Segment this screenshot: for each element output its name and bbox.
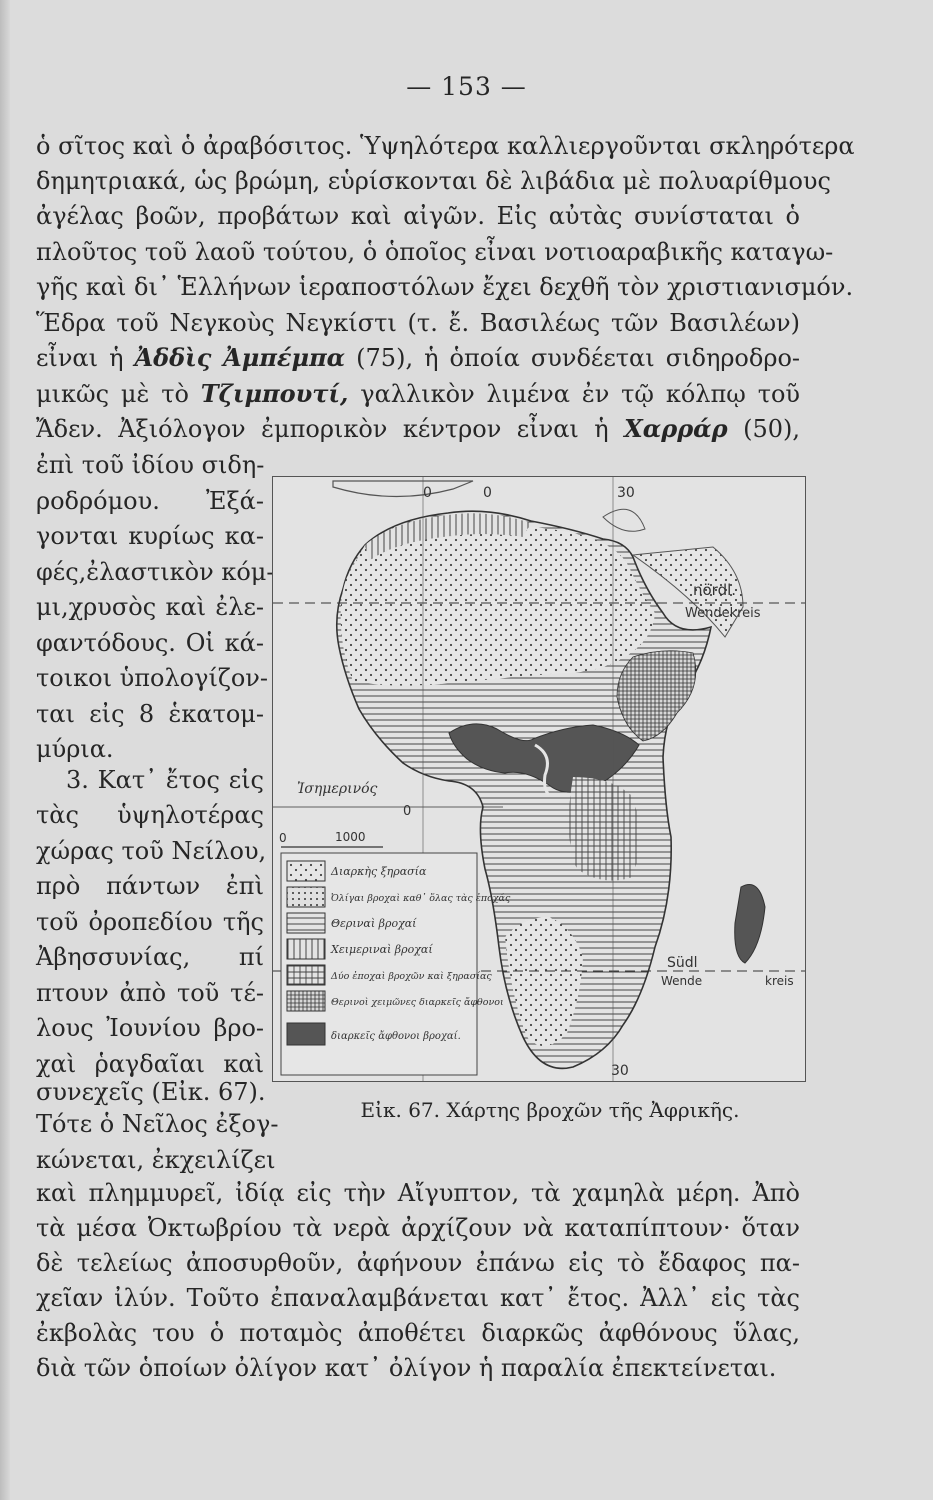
legend-swatch bbox=[287, 1023, 325, 1045]
text-line bbox=[36, 414, 800, 444]
legend-swatch bbox=[287, 913, 325, 933]
legend-label: Ὀλίγαι βροχαὶ καθ᾽ ὅλας τὰς ἐποχάς bbox=[331, 893, 511, 904]
text-line: πλοῦτος τοῦ λαοῦ τούτου, ὁ ὁποῖος εἶναι νοτιοαραβικῆς καταγω- bbox=[36, 238, 834, 266]
text-line: διὰ τῶν ὁποίων ὀλίγον κατ᾽ ὀλίγον ἡ παραλία ἐπεκτείνεται. bbox=[36, 1354, 777, 1382]
legend-label: Θερινοὶ χειμῶνες διαρκεῖς ἄφθονοι bbox=[331, 997, 504, 1008]
text-span: Ἄδεν. Ἀξιόλογον ἐμπορικὸν κέντρον εἶναι ἡ bbox=[36, 415, 625, 443]
africa-rainfall-map bbox=[268, 476, 808, 1094]
legend-label: Διαρκὴς ξηρασία bbox=[331, 865, 427, 878]
text-line: τοικοι ὑπολογίζον- bbox=[36, 664, 269, 692]
label-30-bottom: 30 bbox=[611, 1063, 629, 1079]
text-line: Ἕδρα τοῦ Νεγκοὺς Νεγκίστι (τ. ἔ. Βασιλέως τῶν Βασιλέων) bbox=[36, 309, 800, 337]
text-line: πτουν ἀπὸ τοῦ τέ- bbox=[36, 979, 264, 1007]
label-nordl: nördl. bbox=[693, 581, 737, 599]
text-line: ἐπὶ τοῦ ἰδίου σιδη- bbox=[36, 451, 265, 479]
map-svg bbox=[272, 476, 806, 1082]
text-line: ται εἰς 8 ἑκατομ- bbox=[36, 700, 264, 728]
legend-swatch bbox=[287, 965, 325, 985]
europe-coast bbox=[333, 481, 473, 497]
text-line: φαντόδους. Οἱ κά- bbox=[36, 629, 264, 657]
legend-swatch bbox=[287, 861, 325, 881]
text-line: γῆς καὶ δι᾽ Ἑλλήνων ἱεραποστόλων ἔχει δεχθῆ τὸν χριστιανισμόν. bbox=[36, 273, 854, 301]
text-line: Τότε ὁ Νεῖλος ἐξογ- bbox=[36, 1110, 279, 1138]
text-line: συνεχεῖς (Εἰκ. 67). bbox=[36, 1078, 266, 1106]
page-number: — 153 — bbox=[406, 72, 527, 101]
text-line: δὲ τελείως ἀποσυρθοῦν, ἀφήνουν ἐπάνω εἰς τὸ ἔδαφος πα- bbox=[36, 1249, 800, 1277]
text-line: λους Ἰουνίου βρο- bbox=[36, 1014, 264, 1042]
page-edge bbox=[0, 0, 10, 1500]
text-span: γαλλικὸν λιμένα ἐν τῷ κόλπῳ τοῦ bbox=[348, 380, 801, 408]
figure-caption: Εἰκ. 67. Χάρτης βροχῶν τῆς Ἀφρικῆς. bbox=[360, 1098, 740, 1122]
label-zero-top: 0 bbox=[423, 485, 432, 501]
legend-label: Θεριναὶ βροχαί bbox=[331, 917, 417, 930]
madagascar bbox=[735, 885, 765, 964]
text-line: τὰς ὑψηλοτέρας bbox=[36, 801, 264, 829]
text-line: μύρια. bbox=[36, 735, 114, 763]
text-line: χώρας τοῦ Νείλου, bbox=[36, 837, 267, 865]
text-line: ὁ σῖτος καὶ ὁ ἀραβόσιτος. Ὑψηλότερα καλλιεργοῦνται σκληρότερα bbox=[36, 132, 855, 160]
label-30-top: 30 bbox=[617, 485, 635, 501]
legend-swatch bbox=[287, 939, 325, 959]
asia-minor-coast bbox=[603, 509, 645, 531]
place-name-addis-ababa: Ἀδδὶς Ἀμπέμπα bbox=[134, 343, 346, 372]
text-span: (75), ἡ ὁποία συνδέεται σιδηροδρο- bbox=[345, 344, 801, 372]
legend-label: διαρκεῖς ἄφθονοι βροχαί. bbox=[331, 1031, 461, 1042]
text-span: εἶναι ἡ bbox=[36, 344, 135, 372]
text-line: κώνεται, ἐκχειλίζει bbox=[36, 1146, 276, 1174]
text-line: μι,χρυσὸς καὶ ἐλε- bbox=[36, 593, 264, 621]
text-line: Ἀβησσυνίας, πί bbox=[36, 943, 264, 971]
text-line: ἐκβολὰς του ὁ ποταμὸς ἀποθέτει διαρκῶς ἀφθόνους ὕλας, bbox=[36, 1319, 800, 1347]
label-kreis: kreis bbox=[765, 974, 794, 988]
label-equator: Ἰσημερινός bbox=[297, 781, 378, 797]
text-line: χεῖαν ἰλύν. Τοῦτο ἐπαναλαμβάνεται κατ᾽ ἔτος. Ἀλλ᾽ εἰς τὰς bbox=[36, 1284, 800, 1312]
text-line: τοῦ ὀροπεδίου τῆς bbox=[36, 908, 264, 936]
text-line: ἀγέλας βοῶν, προβάτων καὶ αἰγῶν. Εἰς αὐτὰς συνίσταται ὁ bbox=[36, 202, 800, 230]
label-sudl: Südl bbox=[667, 955, 698, 971]
place-name-harar: Χαρράρ bbox=[624, 414, 728, 443]
legend-label: Χειμεριναὶ βροχαί bbox=[331, 943, 433, 956]
text-line bbox=[36, 343, 800, 373]
text-line: πρὸ πάντων ἐπὶ bbox=[36, 872, 264, 900]
text-line: δημητριακά, ὡς βρώμη, εὑρίσκονται δὲ λιβάδια μὲ πολυαρίθμους bbox=[36, 167, 831, 195]
text-line: ροδρόμου. Ἐξά- bbox=[36, 487, 264, 515]
text-line: καὶ πλημμυρεῖ, ἰδίᾳ εἰς τὴν Αἴγυπτον, τὰ χαμηλὰ μέρη. Ἀπὸ bbox=[36, 1179, 800, 1207]
label-zero-top: 0 bbox=[483, 485, 492, 501]
label-wende: Wende bbox=[661, 974, 703, 988]
text-line: τὰ μέσα Ὀκτωβρίου τὰ νερὰ ἀρχίζουν νὰ καταπίπτουν· ὅταν bbox=[36, 1214, 800, 1242]
label-scale-1000: 1000 bbox=[335, 830, 366, 844]
label-zero-equator: 0 bbox=[403, 804, 412, 819]
legend-swatch bbox=[287, 991, 325, 1011]
legend-label: Δύο ἐποχαὶ βροχῶν καὶ ξηρασίας bbox=[331, 971, 492, 982]
text-span: μικῶς μὲ τὸ bbox=[36, 380, 201, 408]
text-line bbox=[36, 379, 800, 409]
text-span: (50), bbox=[727, 415, 800, 443]
place-name-djibouti: Τζιμπουτί, bbox=[200, 379, 349, 408]
label-wendekreis: Wendekreis bbox=[685, 606, 761, 621]
text-line: 3. Κατ᾽ ἔτος εἰς bbox=[66, 766, 264, 794]
text-line: γονται κυρίως κα- bbox=[36, 522, 264, 550]
text-line: χαὶ ῥαγδαῖαι καὶ bbox=[36, 1050, 264, 1078]
text-line: φές,ἐλαστικὸν κόμ- bbox=[36, 558, 275, 586]
label-scale-zero: 0 bbox=[279, 831, 287, 845]
legend-swatch bbox=[287, 887, 325, 907]
